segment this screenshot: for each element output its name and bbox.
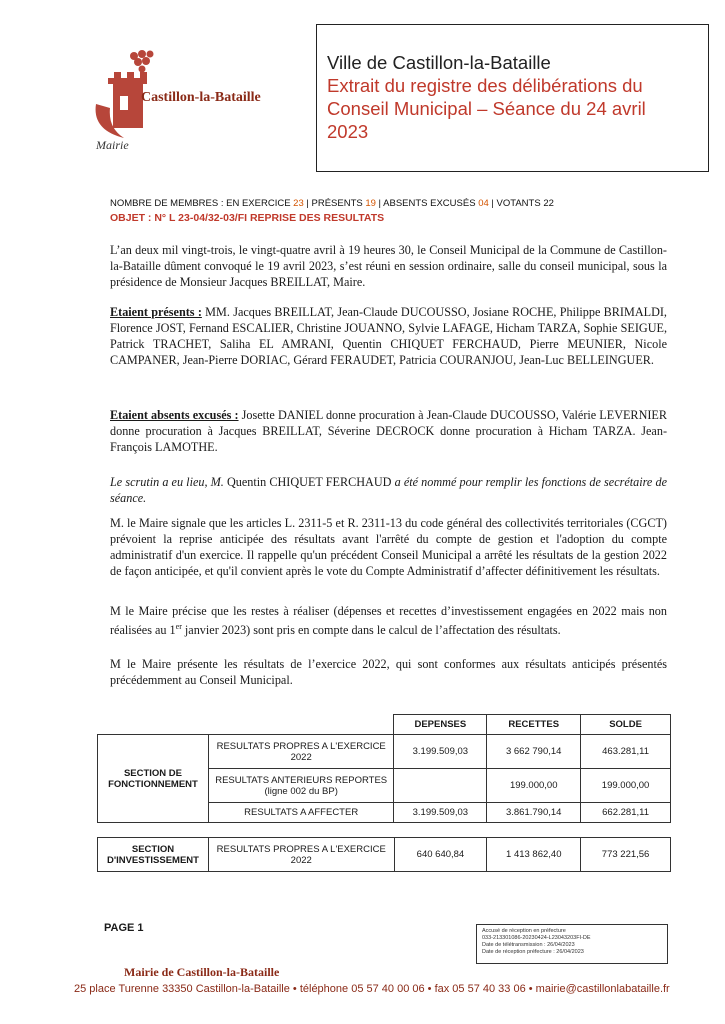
members-votants: 22 [543,198,554,209]
absents-text: Josette DANIEL donne procuration à Jean-Claude DUCOUSSO, Valérie LEVERNIER donne procuration à Jacques BREILLAT, Séverine DECROCK donne procuration à Hicham TARZA. Jean-François LAMOTHE. [110,408,667,454]
presents-text: MM. Jacques BREILLAT, Jean-Claude DUCOUSSO, Josiane ROCHE, Philippe BRIMALDI, Florence JOST, Fernand ESCALIER, Christine JOUANNO, Sylvie LAFAGE, Hicham TARZA, Sophie SEIGUE, Patrick TRACHET, Saliha EL AMRANI, Quentin CHIQUET FERCHAUD, Pierre MEUNIER, Nicole CAMPANER, Jean-Pierre DORIAC, Gérard FERAUDET, Patricia COURANJOU, Jean-Luc BELLEINGUER. [110,305,667,367]
scrutin-text-b: a été nommé pour remplir les fonctions de secrétaire de séance. [110,475,667,505]
para2-sup: er [175,622,182,631]
members-label-votants: | VOTANTS [488,198,544,209]
members-label-exercice: NOMBRE DE MEMBRES : EN EXERCICE [110,198,294,209]
footer-title [0,965,725,980]
page-number: PAGE 1 [104,922,144,934]
members-en-exercice: 23 [293,198,304,209]
header-recettes: RECETTES [487,715,581,735]
row-label: RESULTATS ANTERIEURS REPORTES (ligne 002 du BP) [208,769,393,803]
para2-b: janvier 2023) sont pris en compte dans le calcul de l’affectation des résultats. [181,623,561,638]
scrutin-text-a: Le scrutin a eu lieu, M. [110,475,224,489]
table-row [98,735,671,769]
stamp-line-2: 033-213301086-20230424-L23043203FI-DE [482,935,591,941]
maire-paragraph-2 [110,603,667,638]
members-label-presents: | PRÉSENTS [303,198,366,209]
cell-solde: 463.281,11 [581,735,671,769]
scrutin-paragraph [110,474,667,506]
register-title-1: Extrait du registre des délibérations du [327,75,643,96]
logo-name: Castillon-la-Bataille [141,90,261,105]
empty-cell [98,715,209,735]
absents-paragraph [110,407,667,455]
members-absents: 04 [478,198,489,209]
section-investissement: SECTION D'INVESTISSEMENT [98,838,209,872]
intro-paragraph: L’an deux mil vingt-trois, le vingt-quatre avril à 19 heures 30, le Conseil Municipal de la Commune de Castillon-la-Bataille dûment convoqué le 19 avril 2023, s’est réuni en session ordinaire, salle du conseil municipal, sous la présidence de Monsieur Jacques BREILLAT, Maire. [110,243,667,289]
header-solde: SOLDE [581,715,671,735]
cell-depenses: 640 640,84 [394,838,487,872]
row-label: RESULTATS PROPRES A L'EXERCICE 2022 [208,735,393,769]
presents-label: Etaient présents : [110,305,202,319]
cell-solde: 662.281,11 [581,803,671,823]
results-table-investissement [97,837,671,872]
section-fonctionnement: SECTION DE FONCTIONNEMENT [98,735,209,823]
cell-depenses [394,769,487,803]
prefecture-stamp [476,924,668,964]
maire-paragraph-3: M le Maire présente les résultats de l’exercice 2022, qui sont conformes aux résultats anticipés présentés précédemment au Conseil Municipal. [110,657,667,687]
title-box [316,24,709,172]
logo-mairie: Mairie [96,138,129,152]
cell-recettes: 1 413 862,40 [487,838,581,872]
header-depenses: DEPENSES [394,715,487,735]
cell-depenses: 3.199.509,03 [394,735,487,769]
members-presents: 19 [365,198,376,209]
cell-solde: 773 221,56 [581,838,671,872]
para2-a: M le Maire précise que les restes à réaliser (dépenses et recettes d’investissement engagées en 2022 mais non réalisées au 1 [110,604,667,638]
cell-depenses: 3.199.509,03 [394,803,487,823]
members-count [110,198,554,209]
table-header-row [98,715,671,735]
absents-label: Etaient absents excusés : [110,408,239,422]
cell-recettes: 3 662 790,14 [487,735,581,769]
cell-recettes: 199.000,00 [487,769,581,803]
results-table-fonctionnement [97,714,671,823]
footer-title-text: Mairie de Castillon-la-Bataille [124,965,280,979]
maire-paragraph-1: M. le Maire signale que les articles L. 2311-5 et R. 2311-13 du code général des collectivités territoriales (CGCT) prévoient la reprise anticipée des résultats avant l'arrêté du compte de gestion et l'adoption du compte administratif d'un exercice. Il rappelle qu'un précédent Conseil Municipal a arrêté les résultats de la gestion 2022 de façon anticipée, et qu'il convient après le vote du Compte Administratif d’affecter définitivement les résultats. [110,516,667,578]
stamp-line-3: Date de télétransmission : 26/04/2023 [482,942,575,948]
footer-address: 25 place Turenne 33350 Castillon-la-Bataille • téléphone 05 57 40 00 06 • fax 05 57 40 33 06 • mairie@castillonlabataille.fr [74,983,670,995]
town-title: Ville de Castillon-la-Bataille [327,52,551,73]
presents-paragraph [110,304,667,368]
scrutin-name: Quentin CHIQUET FERCHAUD [223,475,395,489]
empty-cell [208,715,393,735]
stamp-line-1: Accusé de réception en préfecture [482,928,566,934]
stamp-line-4: Date de réception préfecture : 26/04/2023 [482,949,584,955]
row-label: RESULTATS PROPRES A L'EXERCICE 2022 [208,838,394,872]
row-label: RESULTATS A AFFECTER [208,803,393,823]
objet-line: OBJET : N° L 23-04/32-03/FI REPRISE DES RESULTATS [110,212,385,224]
cell-recettes: 3.861.790,14 [487,803,581,823]
table-row [98,838,671,872]
register-title-3: 2023 [327,121,369,142]
cell-solde: 199.000,00 [581,769,671,803]
register-title-2: Conseil Municipal – Séance du 24 avril [327,98,646,119]
members-label-absents: | ABSENTS EXCUSÉS [375,198,479,209]
